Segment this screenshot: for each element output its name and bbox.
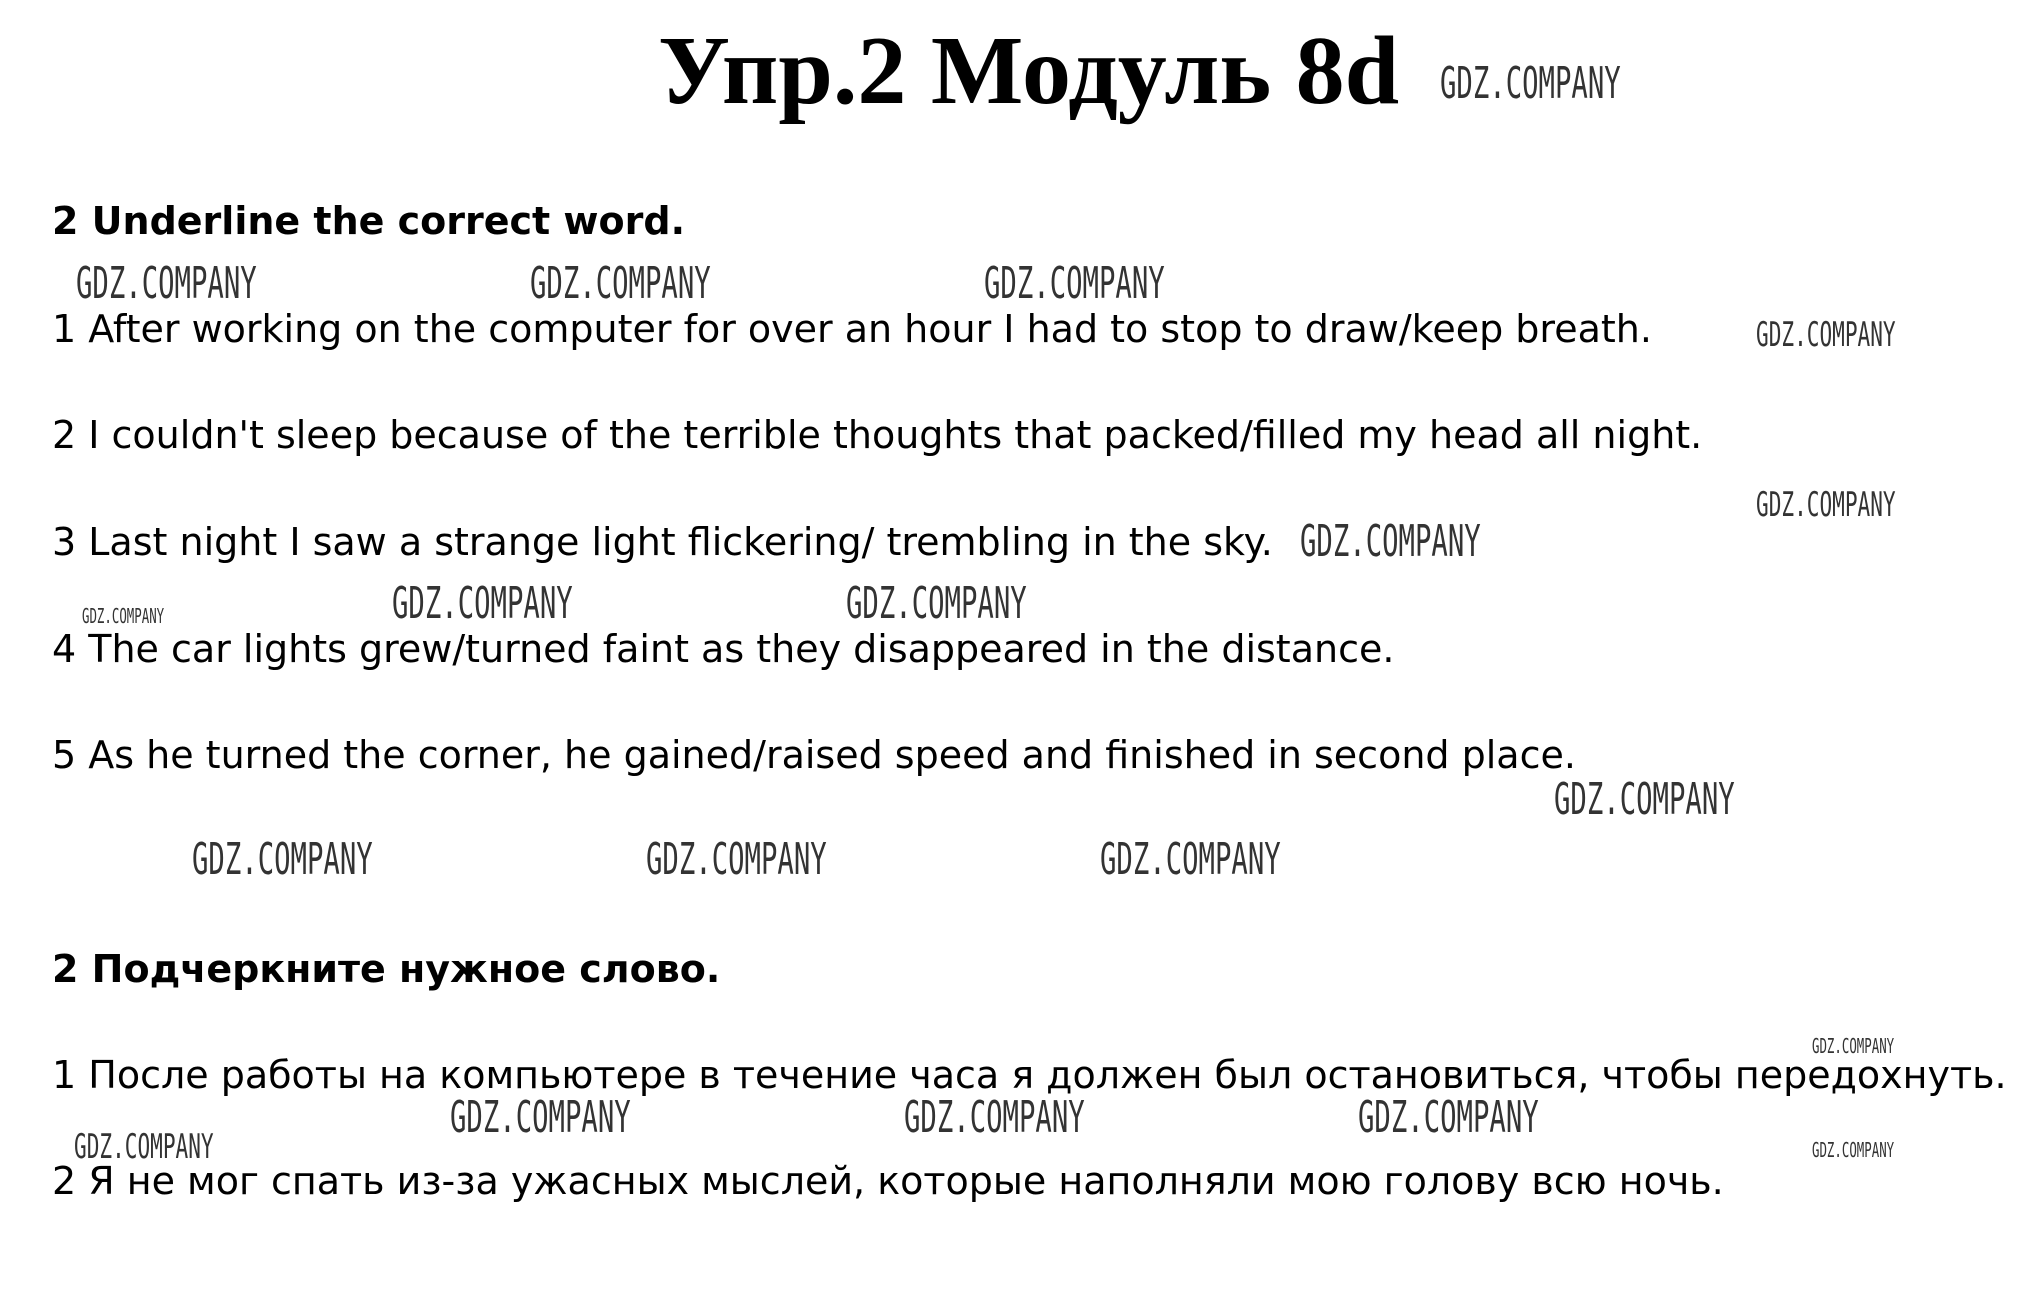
watermark: GDZ.COMPANY (530, 258, 711, 309)
watermark: GDZ.COMPANY (1100, 834, 1281, 885)
watermark: GDZ.COMPANY (984, 258, 1165, 309)
watermark: GDZ.COMPANY (1812, 1034, 1895, 1058)
watermark: GDZ.COMPANY (74, 1127, 214, 1167)
watermark: GDZ.COMPANY (1300, 516, 1481, 567)
watermark: GDZ.COMPANY (904, 1092, 1085, 1143)
watermark: GDZ.COMPANY (1756, 485, 1896, 525)
russian-heading: 2 Подчеркните нужное слово. (52, 947, 721, 991)
watermark: GDZ.COMPANY (392, 578, 573, 629)
english-heading: 2 Underline the correct word. (52, 199, 686, 243)
english-item-1: 1 After working on the computer for over an hour I had to stop to draw/keep breath. (52, 307, 1652, 351)
russian-item-2: 2 Я не мог спать из-за ужасных мыслей, которые наполняли мою голову всю ночь. (52, 1159, 1724, 1203)
watermark: GDZ.COMPANY (1440, 58, 1621, 109)
watermark: GDZ.COMPANY (82, 604, 165, 628)
watermark: GDZ.COMPANY (192, 834, 373, 885)
watermark: GDZ.COMPANY (1554, 774, 1735, 825)
russian-item-1: 1 После работы на компьютере в течение часа я должен был остановиться, чтобы передохнуть. (52, 1053, 2007, 1097)
watermark: GDZ.COMPANY (1358, 1092, 1539, 1143)
watermark: GDZ.COMPANY (450, 1092, 631, 1143)
watermark: GDZ.COMPANY (1812, 1138, 1895, 1162)
watermark: GDZ.COMPANY (646, 834, 827, 885)
page-title: Упр.2 Модуль 8d (658, 17, 1400, 125)
english-item-4: 4 The car lights grew/turned faint as they disappeared in the distance. (52, 627, 1395, 671)
english-item-3: 3 Last night I saw a strange light flickering/ trembling in the sky. (52, 520, 1273, 564)
english-item-5: 5 As he turned the corner, he gained/raised speed and finished in second place. (52, 733, 1576, 777)
watermark: GDZ.COMPANY (76, 258, 257, 309)
watermark: GDZ.COMPANY (846, 578, 1027, 629)
watermark: GDZ.COMPANY (1756, 315, 1896, 355)
english-item-2: 2 I couldn't sleep because of the terrible thoughts that packed/filled my head all night. (52, 413, 1703, 457)
